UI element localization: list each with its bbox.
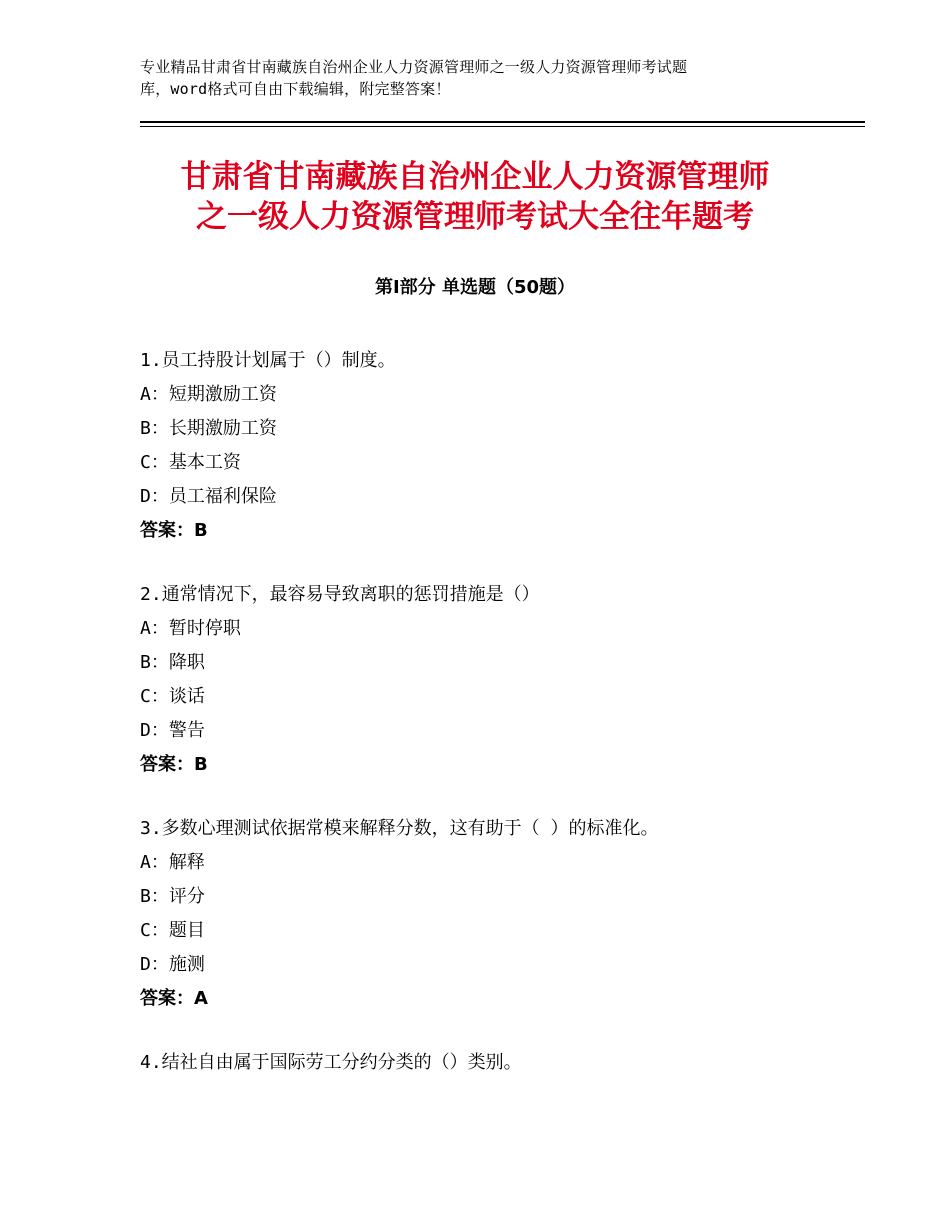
option-a: A：解释 (140, 852, 205, 873)
question-stem: 2.通常情况下，最容易导致离职的惩罚措施是（） (140, 584, 540, 605)
option-c: C：谈话 (140, 686, 205, 707)
question-stem: 1.员工持股计划属于（）制度。 (140, 350, 396, 371)
header-note-line-1: 专业精品甘肃省甘南藏族自治州企业人力资源管理师之一级人力资源管理师考试题 (140, 58, 688, 76)
question-1 (140, 344, 860, 548)
question-list (140, 344, 860, 1110)
option-d: D：施测 (140, 954, 205, 975)
document-title (100, 157, 850, 237)
header-divider-thick (140, 121, 865, 123)
section-heading: 第Ⅰ部分 单选题（50题） (374, 277, 575, 298)
option-a: A：暂时停职 (140, 618, 241, 639)
document-title-line-1: 甘肃省甘南藏族自治州企业人力资源管理师 (180, 159, 770, 195)
option-d: D：警告 (140, 720, 205, 741)
option-c: C：题目 (140, 920, 205, 941)
question-stem: 4.结社自由属于国际劳工分约分类的（）类别。 (140, 1052, 522, 1073)
option-d: D：员工福利保险 (140, 486, 277, 507)
question-2 (140, 578, 860, 782)
option-b: B：评分 (140, 886, 205, 907)
header-note-line-2: 库，word格式可自由下载编辑，附完整答案！ (140, 80, 451, 98)
option-b: B：长期激励工资 (140, 418, 277, 439)
question-3 (140, 812, 860, 1016)
option-c: C：基本工资 (140, 452, 241, 473)
answer-label: 答案：B (140, 754, 208, 775)
option-b: B：降职 (140, 652, 205, 673)
document-title-line-2: 之一级人力资源管理师考试大全往年题考 (196, 199, 754, 235)
answer-label: 答案：B (140, 520, 208, 541)
document-header-note (140, 56, 830, 100)
question-stem: 3.多数心理测试依据常模来解释分数，这有助于（ ）的标准化。 (140, 818, 659, 839)
answer-label: 答案：A (140, 988, 208, 1009)
option-a: A：短期激励工资 (140, 384, 277, 405)
header-divider-thin (140, 126, 865, 127)
question-4 (140, 1046, 860, 1080)
